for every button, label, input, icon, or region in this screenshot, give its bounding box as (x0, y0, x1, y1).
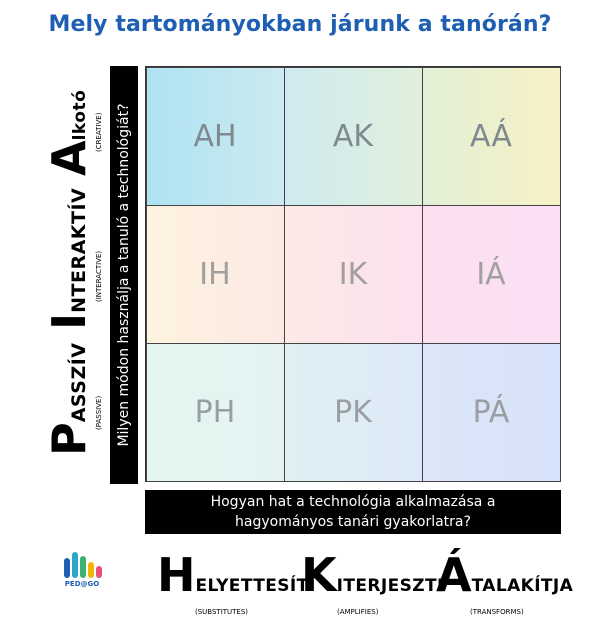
pedago-logo (60, 552, 104, 592)
cell-ia (422, 205, 561, 344)
row-sub-interactive: (INTERACTIVE) (95, 250, 103, 302)
cell-label: AÁ (470, 118, 512, 154)
col-sub-transforms: (TRANSFORMS) (470, 608, 524, 616)
cell-label: PH (194, 394, 236, 430)
row-label-passive: PASSZÍV (42, 342, 96, 456)
row-label-interactive: INTERAKTÍV (42, 187, 96, 330)
row-sub-passive: (PASSIVE) (95, 395, 103, 430)
cell-ih (146, 205, 285, 344)
matrix-grid (145, 66, 561, 482)
row-label-creative: Alkotó (42, 89, 96, 176)
cell-ik (284, 205, 423, 344)
cell-label: IÁ (476, 256, 506, 292)
col-label-amplifies: KITERJESZTI (301, 548, 444, 602)
row-sub-creative: (CREATIVE) (95, 112, 103, 152)
cell-pk (284, 343, 423, 482)
col-sub-substitutes: (SUBSTITUTES) (195, 608, 249, 616)
logo-text: PED@GO (64, 580, 100, 588)
col-sub-amplifies: (AMPLIFIES) (337, 608, 379, 616)
cell-label: IH (199, 256, 231, 292)
vertical-question-text: Milyen módon használja a tanuló a technológiát? (116, 103, 132, 447)
cell-ak (284, 67, 423, 206)
horizontal-question-text: Hogyan hat a technológia alkalmazása a hagyományos tanári gyakorlatra? (210, 494, 496, 530)
cell-ph (146, 343, 285, 482)
cell-aa (422, 67, 561, 206)
logo-bar (96, 566, 102, 578)
col-label-transforms: ÁTALAKÍTJA (436, 548, 574, 602)
logo-bar (88, 562, 94, 578)
logo-bar (72, 552, 78, 578)
cell-label: AK (332, 118, 374, 154)
page-title: Mely tartományokban járunk a tanórán? (48, 12, 552, 37)
logo-bar (64, 558, 70, 578)
cell-label: IK (338, 256, 368, 292)
logo-bar (80, 556, 86, 578)
cell-pa (422, 343, 561, 482)
cell-label: PK (334, 394, 372, 430)
horizontal-question-bar (145, 490, 561, 534)
vertical-question-bar (110, 66, 138, 484)
cell-label: AH (193, 118, 237, 154)
logo-bars-icon (64, 552, 100, 578)
col-label-substitutes: HELYETTESÍTI (157, 548, 316, 602)
cell-label: PÁ (472, 394, 510, 430)
cell-ah (146, 67, 285, 206)
